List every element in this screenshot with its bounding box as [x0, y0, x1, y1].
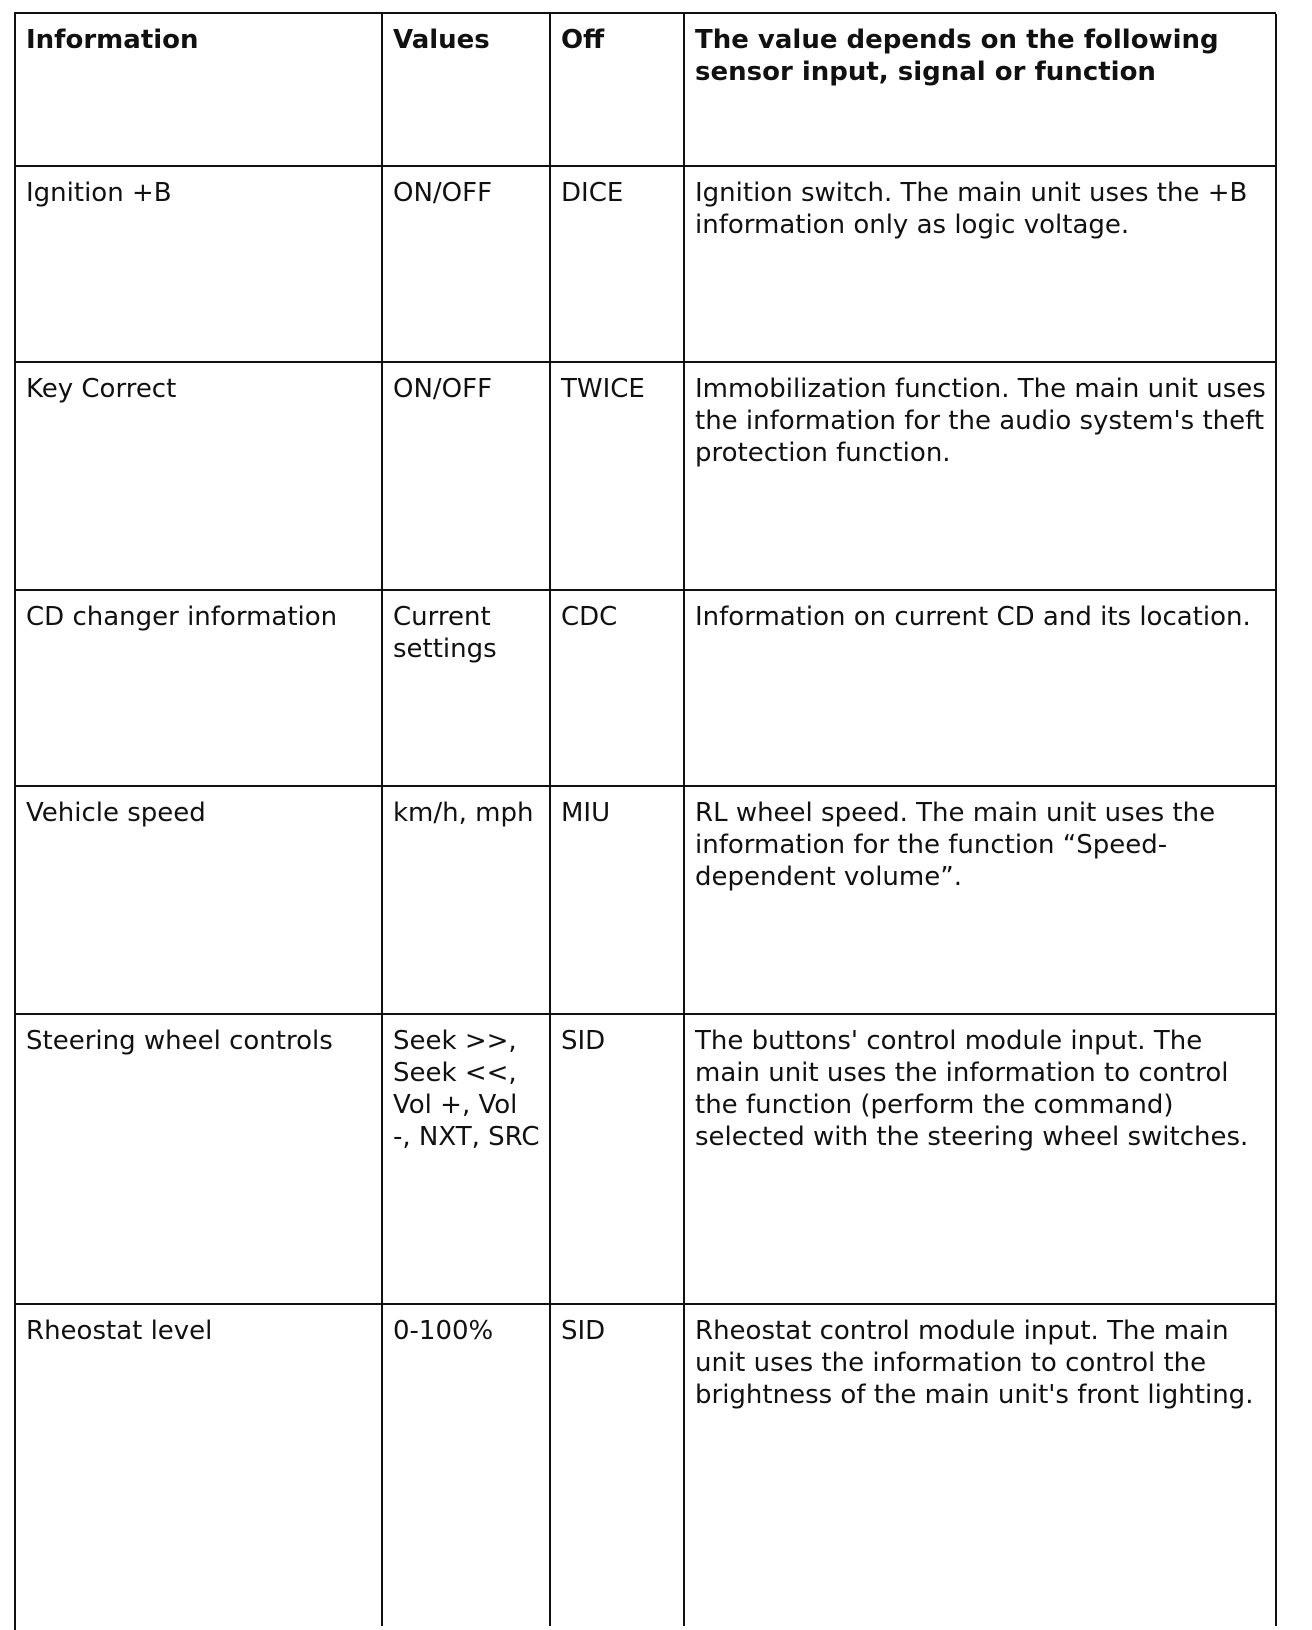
table-row [16, 1304, 1276, 1626]
cell-off: TWICE [550, 362, 684, 590]
cell-information: Key Correct [16, 362, 382, 590]
cell-depends: Rheostat control module input. The main unit uses the information to control the brightness of the main unit's front lighting. [684, 1304, 1276, 1626]
cell-values: km/h, mph [382, 786, 550, 1014]
cell-values: ON/OFF [382, 362, 550, 590]
header-off: Off [550, 14, 684, 166]
cell-information: Steering wheel controls [16, 1014, 382, 1304]
cell-values: ON/OFF [382, 166, 550, 362]
cell-information: Vehicle speed [16, 786, 382, 1014]
cell-off: MIU [550, 786, 684, 1014]
cell-information: CD changer information [16, 590, 382, 786]
cell-depends: RL wheel speed. The main unit uses the information for the function “Speed-dependent volume”. [684, 786, 1276, 1014]
cell-values: Current settings [382, 590, 550, 786]
cell-values: Seek >>, Seek <<, Vol +, Vol -, NXT, SRC [382, 1014, 550, 1304]
table-row [16, 166, 1276, 362]
information-table [14, 12, 1276, 1630]
cell-off: DICE [550, 166, 684, 362]
table-row [16, 362, 1276, 590]
cell-depends: The buttons' control module input. The main unit uses the information to control the function (perform the command) selected with the steering wheel switches. [684, 1014, 1276, 1304]
table-row [16, 786, 1276, 1014]
cell-off: SID [550, 1304, 684, 1626]
header-information: Information [16, 14, 382, 166]
table-row [16, 1014, 1276, 1304]
table-row [16, 590, 1276, 786]
cell-information: Ignition +B [16, 166, 382, 362]
cell-information: Rheostat level [16, 1304, 382, 1626]
header-depends: The value depends on the following sensor input, signal or function [684, 14, 1276, 166]
cell-off: CDC [550, 590, 684, 786]
cell-values: 0-100% [382, 1304, 550, 1626]
table-header-row [16, 14, 1276, 166]
information-table-grid [16, 14, 1277, 1626]
cell-off: SID [550, 1014, 684, 1304]
header-values: Values [382, 14, 550, 166]
cell-depends: Information on current CD and its location. [684, 590, 1276, 786]
cell-depends: Ignition switch. The main unit uses the +B information only as logic voltage. [684, 166, 1276, 362]
cell-depends: Immobilization function. The main unit uses the information for the audio system's theft protection function. [684, 362, 1276, 590]
